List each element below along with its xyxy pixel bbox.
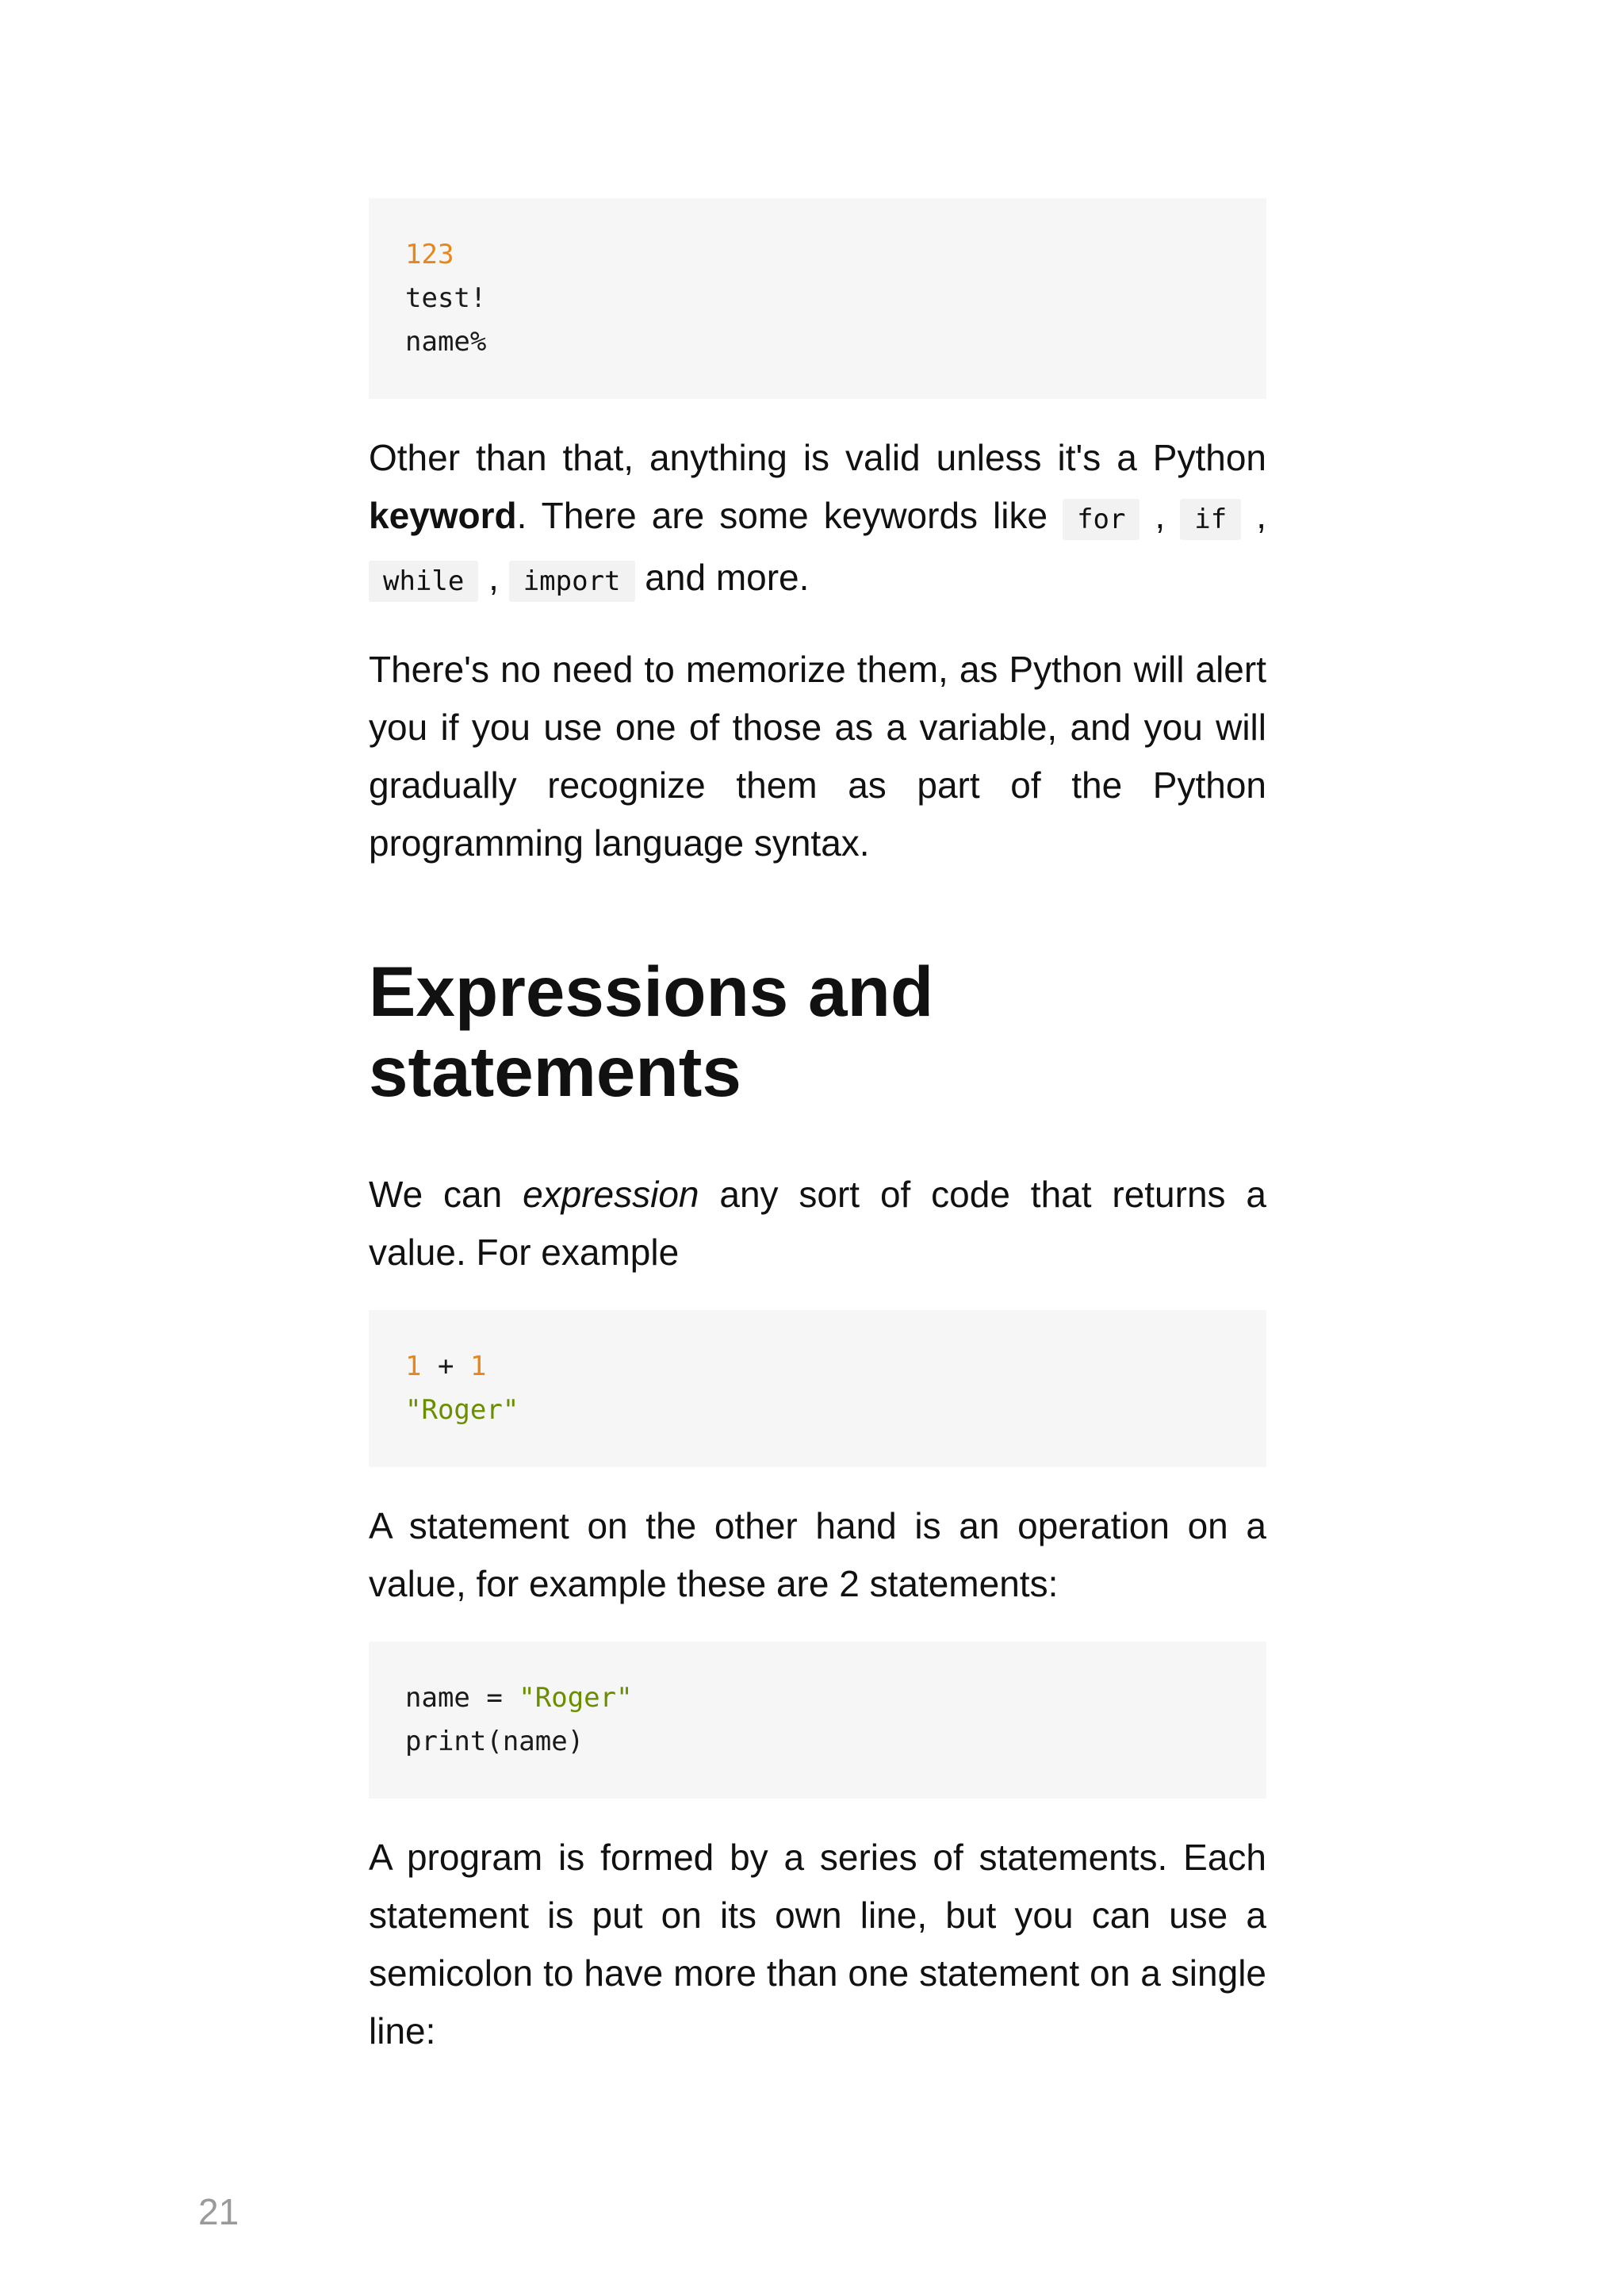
paragraph-memorize: There's no need to memorize them, as Python will alert you if you use one of those as a variable, and you will gradually recognize them as part of the Python programming language syntax.	[369, 649, 1266, 864]
code-token-num: 1	[469, 1351, 487, 1382]
code-token-plain: name%	[405, 326, 487, 358]
paragraph-expression	[369, 1166, 1266, 1282]
code-line	[405, 1720, 1230, 1764]
separator: ,	[478, 557, 509, 598]
inline-code-while: while	[369, 561, 478, 602]
code-line	[405, 1389, 1230, 1432]
code-token-plain: +	[421, 1351, 470, 1382]
inline-code-if: if	[1180, 499, 1241, 540]
code-line	[405, 320, 1230, 364]
italic-term: expression	[523, 1174, 699, 1215]
paragraph-text: . There are some keywords like	[516, 495, 1063, 536]
code-token-num: 1	[405, 1351, 422, 1382]
code-token-plain: print(name)	[405, 1726, 584, 1757]
code-block-statements	[369, 1642, 1266, 1799]
paragraph-statement: A statement on the other hand is an operation on a value, for example these are 2 statements:	[369, 1505, 1266, 1604]
code-token-plain: test!	[405, 282, 487, 314]
separator: ,	[1241, 495, 1267, 536]
code-line	[405, 1676, 1230, 1720]
code-block-expressions	[369, 1310, 1266, 1467]
code-line	[405, 277, 1230, 320]
code-line	[405, 233, 1230, 277]
page-content	[369, 198, 1266, 2060]
paragraph-text: Other than that, anything is valid unless it's a Python	[369, 437, 1266, 478]
code-token-str: "Roger"	[519, 1682, 633, 1714]
paragraph-program: A program is formed by a series of statements. Each statement is put on its own line, but you can use a semicolon to have more than one statement on a single line:	[369, 1837, 1266, 2052]
separator: ,	[1139, 495, 1181, 536]
inline-code-import: import	[509, 561, 635, 602]
code-token-str: "Roger"	[405, 1394, 519, 1426]
paragraph-text: We can	[369, 1174, 523, 1215]
code-block-invalid-names	[369, 198, 1266, 399]
bold-keyword: keyword	[369, 495, 517, 536]
code-line	[405, 1345, 1230, 1389]
heading-line-1: Expressions and	[369, 952, 934, 1031]
code-token-plain: name =	[405, 1682, 519, 1714]
section-heading	[369, 952, 1266, 1112]
inline-code-for: for	[1063, 499, 1139, 540]
page-number: 21	[198, 2191, 239, 2232]
paragraph-text: and more.	[634, 557, 810, 598]
code-token-num: 123	[405, 239, 454, 270]
paragraph-keywords	[369, 429, 1266, 611]
paragraph-text: any sort of code that returns a value. For example	[369, 1174, 1266, 1273]
heading-line-2: statements	[369, 1032, 741, 1111]
